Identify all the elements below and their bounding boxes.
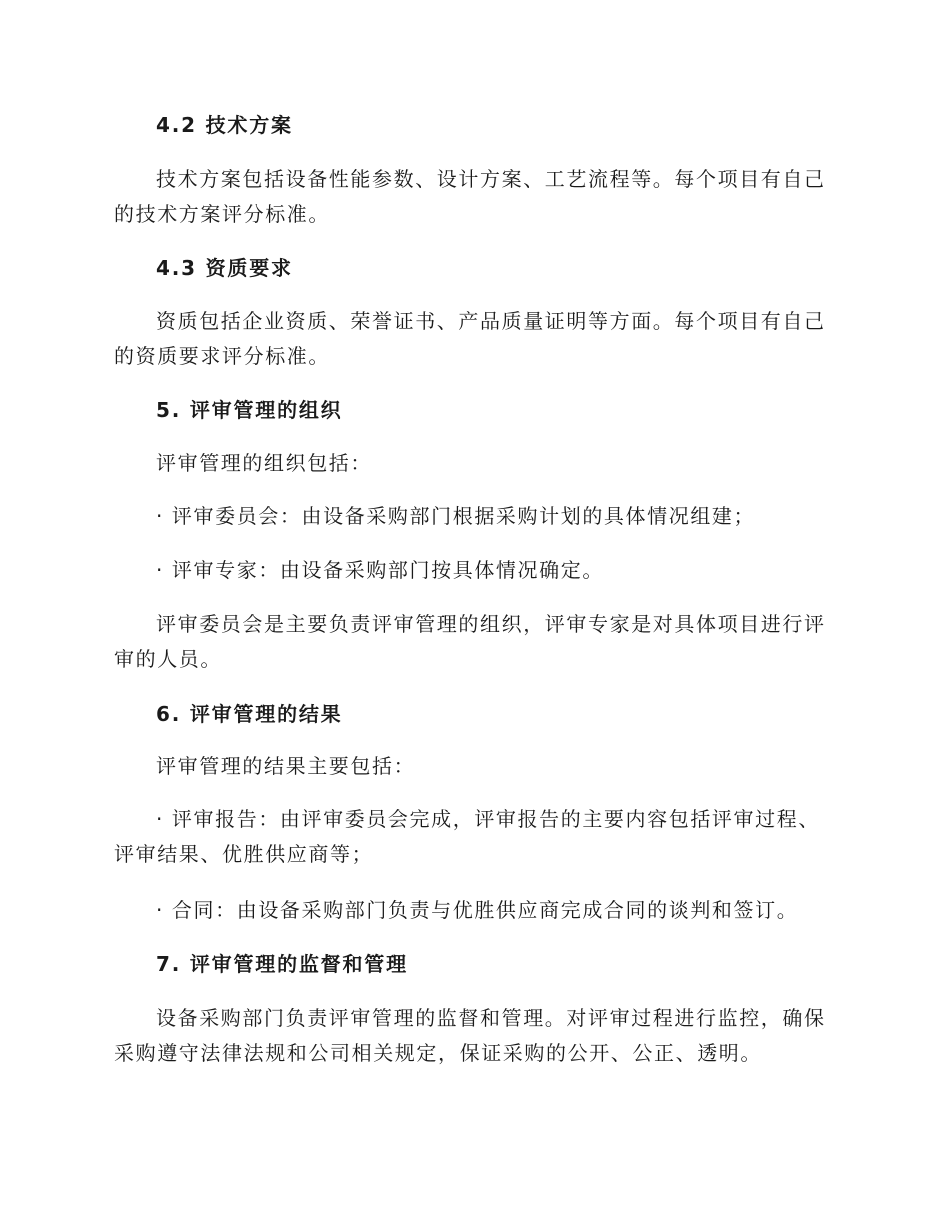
- text-line: 评审结果、优胜供应商等；: [114, 842, 374, 866]
- section-heading-4-2: 4.2 技术方案: [156, 113, 293, 137]
- paragraph-supervision: [114, 1001, 872, 1071]
- section-heading-5: 5. 评审管理的组织: [156, 398, 343, 422]
- list-item-review-experts: [114, 553, 872, 588]
- paragraph-organization-intro: [114, 446, 872, 481]
- text-line: · 评审报告：由评审委员会完成，评审报告的主要内容包括评审过程、: [156, 807, 820, 831]
- paragraph-results-intro: [114, 749, 872, 784]
- text-line: · 评审委员会：由设备采购部门根据采购计划的具体情况组建；: [156, 504, 756, 528]
- text-line: 的技术方案评分标准。: [114, 202, 330, 226]
- text-line: 评审管理的组织包括：: [156, 451, 372, 475]
- text-line: 技术方案包括设备性能参数、设计方案、工艺流程等。每个项目有自己: [156, 167, 826, 191]
- section-heading-4-3: 4.3 资质要求: [156, 256, 293, 280]
- text-line: 评审委员会是主要负责评审管理的组织，评审专家是对具体项目进行评: [156, 612, 826, 636]
- paragraph-qualification: [114, 304, 872, 374]
- text-line: 审的人员。: [114, 647, 222, 671]
- list-item-review-committee: [114, 499, 872, 534]
- text-line: · 评审专家：由设备采购部门按具体情况确定。: [156, 558, 604, 582]
- section-heading-6: 6. 评审管理的结果: [156, 702, 343, 726]
- text-line: 资质包括企业资质、荣誉证书、产品质量证明等方面。每个项目有自己: [156, 309, 826, 333]
- text-line: 评审管理的结果主要包括：: [156, 754, 416, 778]
- text-line: 采购遵守法律法规和公司相关规定，保证采购的公开、公正、透明。: [114, 1041, 762, 1065]
- list-item-review-report: [114, 802, 872, 872]
- paragraph-organization-summary: [114, 607, 872, 677]
- list-item-contract: [114, 893, 872, 928]
- section-heading-7: 7. 评审管理的监督和管理: [156, 952, 408, 976]
- paragraph-technical-plan: [114, 162, 872, 232]
- text-line: 设备采购部门负责评审管理的监督和管理。对评审过程进行监控，确保: [156, 1006, 826, 1030]
- text-line: · 合同：由设备采购部门负责与优胜供应商完成合同的谈判和签订。: [156, 898, 799, 922]
- text-line: 的资质要求评分标准。: [114, 344, 330, 368]
